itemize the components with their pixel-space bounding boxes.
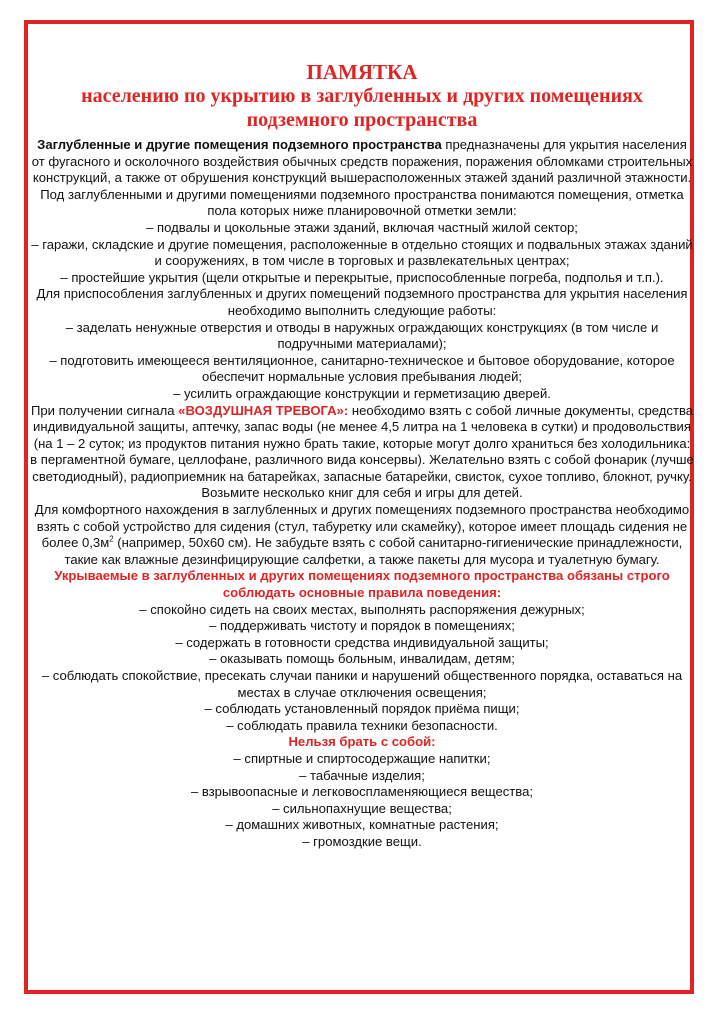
comfort-text-start: Для комфортного нахождения в заглубленных и других помещениях подземного пространства необходимо взять с собой устройство для сидения (стул, табуретку или скамейку), которое имеет площадь сидения не более 0,3м xyxy=(34,502,690,551)
forbidden-item: – табачные изделия; xyxy=(299,767,425,783)
rules-item: – поддерживать чистоту и порядок в помещениях; xyxy=(209,618,515,634)
forbidden-item: – громоздкие вещи. xyxy=(302,833,422,849)
alarm-text: необходимо взять с собой личные документы, средства индивидуальной защиты, аптечку, запас воды (не менее 4,5 литра на 1 человека в сутки) и продовольствия (на 1 – 2 суток; из продуктов питания нужно брать такие, которые могут долго храниться без холодильника: в пергаментной бумаге, целлофане, различного вида консервы). Желательно взять с собой фонарик (лучше светодиодный), радиоприемник на батарейках, запасные батарейки, свисток, сухое топливо, блокнот, ручку. Возьмите несколько книг для себя и игры для детей. xyxy=(30,402,694,501)
comfort-superscript: 2 xyxy=(109,534,114,544)
rules-item: – содержать в готовности средства индивидуальной защиты; xyxy=(175,634,549,650)
comfort-text-end: (например, 50х60 см). Не забудьте взять с собой санитарно-гигиенические принадлежности, такие как влажные дезинфицирующие салфетки, а также пакеты для мусора и туалетную бумагу. xyxy=(64,535,683,567)
works-item: – заделать ненужные отверстия и отводы в наружных ограждающих конструкциях (в том числе и подручными материалами); xyxy=(65,319,659,352)
memo-content xyxy=(30,60,694,851)
works-item: – усилить ограждающие конструкции и герметизацию дверей. xyxy=(173,385,551,401)
rules-item: – соблюдать установленный порядок приёма пищи; xyxy=(204,701,520,717)
intro-bold: Заглубленные и другие помещения подземного пространства xyxy=(37,137,442,152)
forbidden-item: – взрывоопасные и легковоспламеняющиеся вещества; xyxy=(190,784,534,800)
works-intro: Для приспособления заглубленных и других помещений подземного пространства для укрытия населения необходимо выполнить следующие работы: xyxy=(36,286,688,318)
definition-paragraph: Под заглубленными и другими помещениями подземного пространства понимаются помещения, отметка пола которых ниже планировочной отметки земли: xyxy=(40,186,684,219)
comfort-paragraph xyxy=(30,502,694,568)
title-block xyxy=(30,60,694,132)
rules-item: – соблюдать правила техники безопасности. xyxy=(226,717,498,733)
rules-heading: Укрываемые в заглубленных и других помещениях подземного пространства обязаны строго соблюдать основные правила поведения: xyxy=(54,568,670,601)
rules-item: – спокойно сидеть на своих местах, выполнять распоряжения дежурных; xyxy=(139,601,585,617)
forbidden-heading: Нельзя брать с собой: xyxy=(288,734,436,750)
forbidden-item: – домашних животных, комнатные растения; xyxy=(225,817,499,833)
intro-paragraph xyxy=(30,137,694,187)
alarm-signal: «ВОЗДУШНАЯ ТРЕВОГА»: xyxy=(178,402,349,418)
works-item: – подготовить имеющееся вентиляционное, санитарно-техническое и бытовое оборудование, которое обеспечит нормальные условия пребывания людей; xyxy=(49,352,675,385)
subtitle-line-2: подземного пространства xyxy=(246,109,478,131)
forbidden-item: – сильнопахнущие вещества; xyxy=(272,800,452,816)
intro-text: предназначены для укрытия населения от фугасного и осколочного воздействия обычных средств поражения, поражения обломками строительных конструкций, а также от обрушения конструкций вышерасположенных этажей зданий различной этажности. xyxy=(31,137,693,186)
rules-item: – оказывать помощь больным, инвалидам, детям; xyxy=(209,651,515,667)
page-title: ПАМЯТКА xyxy=(306,60,418,84)
definition-item: – гаражи, складские и другие помещения, расположенные в отдельно стоящих и подвальных этажах зданий и сооружениях, в том числе в торговых и развлекательных центрах; xyxy=(31,236,693,269)
definition-item: – подвалы и цокольные этажи зданий, включая частный жилой сектор; xyxy=(146,219,578,235)
forbidden-item: – спиртные и спиртосодержащие напитки; xyxy=(233,750,491,766)
rules-item: – соблюдать спокойствие, пресекать случаи паники и нарушений общественного порядка, оставаться на местах в случае отключения освещения; xyxy=(41,668,683,700)
alarm-paragraph xyxy=(30,403,694,503)
subtitle-line-1: населению по укрытию в заглубленных и других помещениях xyxy=(81,85,643,107)
definition-item: – простейшие укрытия (щели открытые и перекрытые, приспособленные погреба, подполья и т.п.). xyxy=(60,269,664,285)
alarm-prefix: При получении сигнала xyxy=(30,402,179,418)
